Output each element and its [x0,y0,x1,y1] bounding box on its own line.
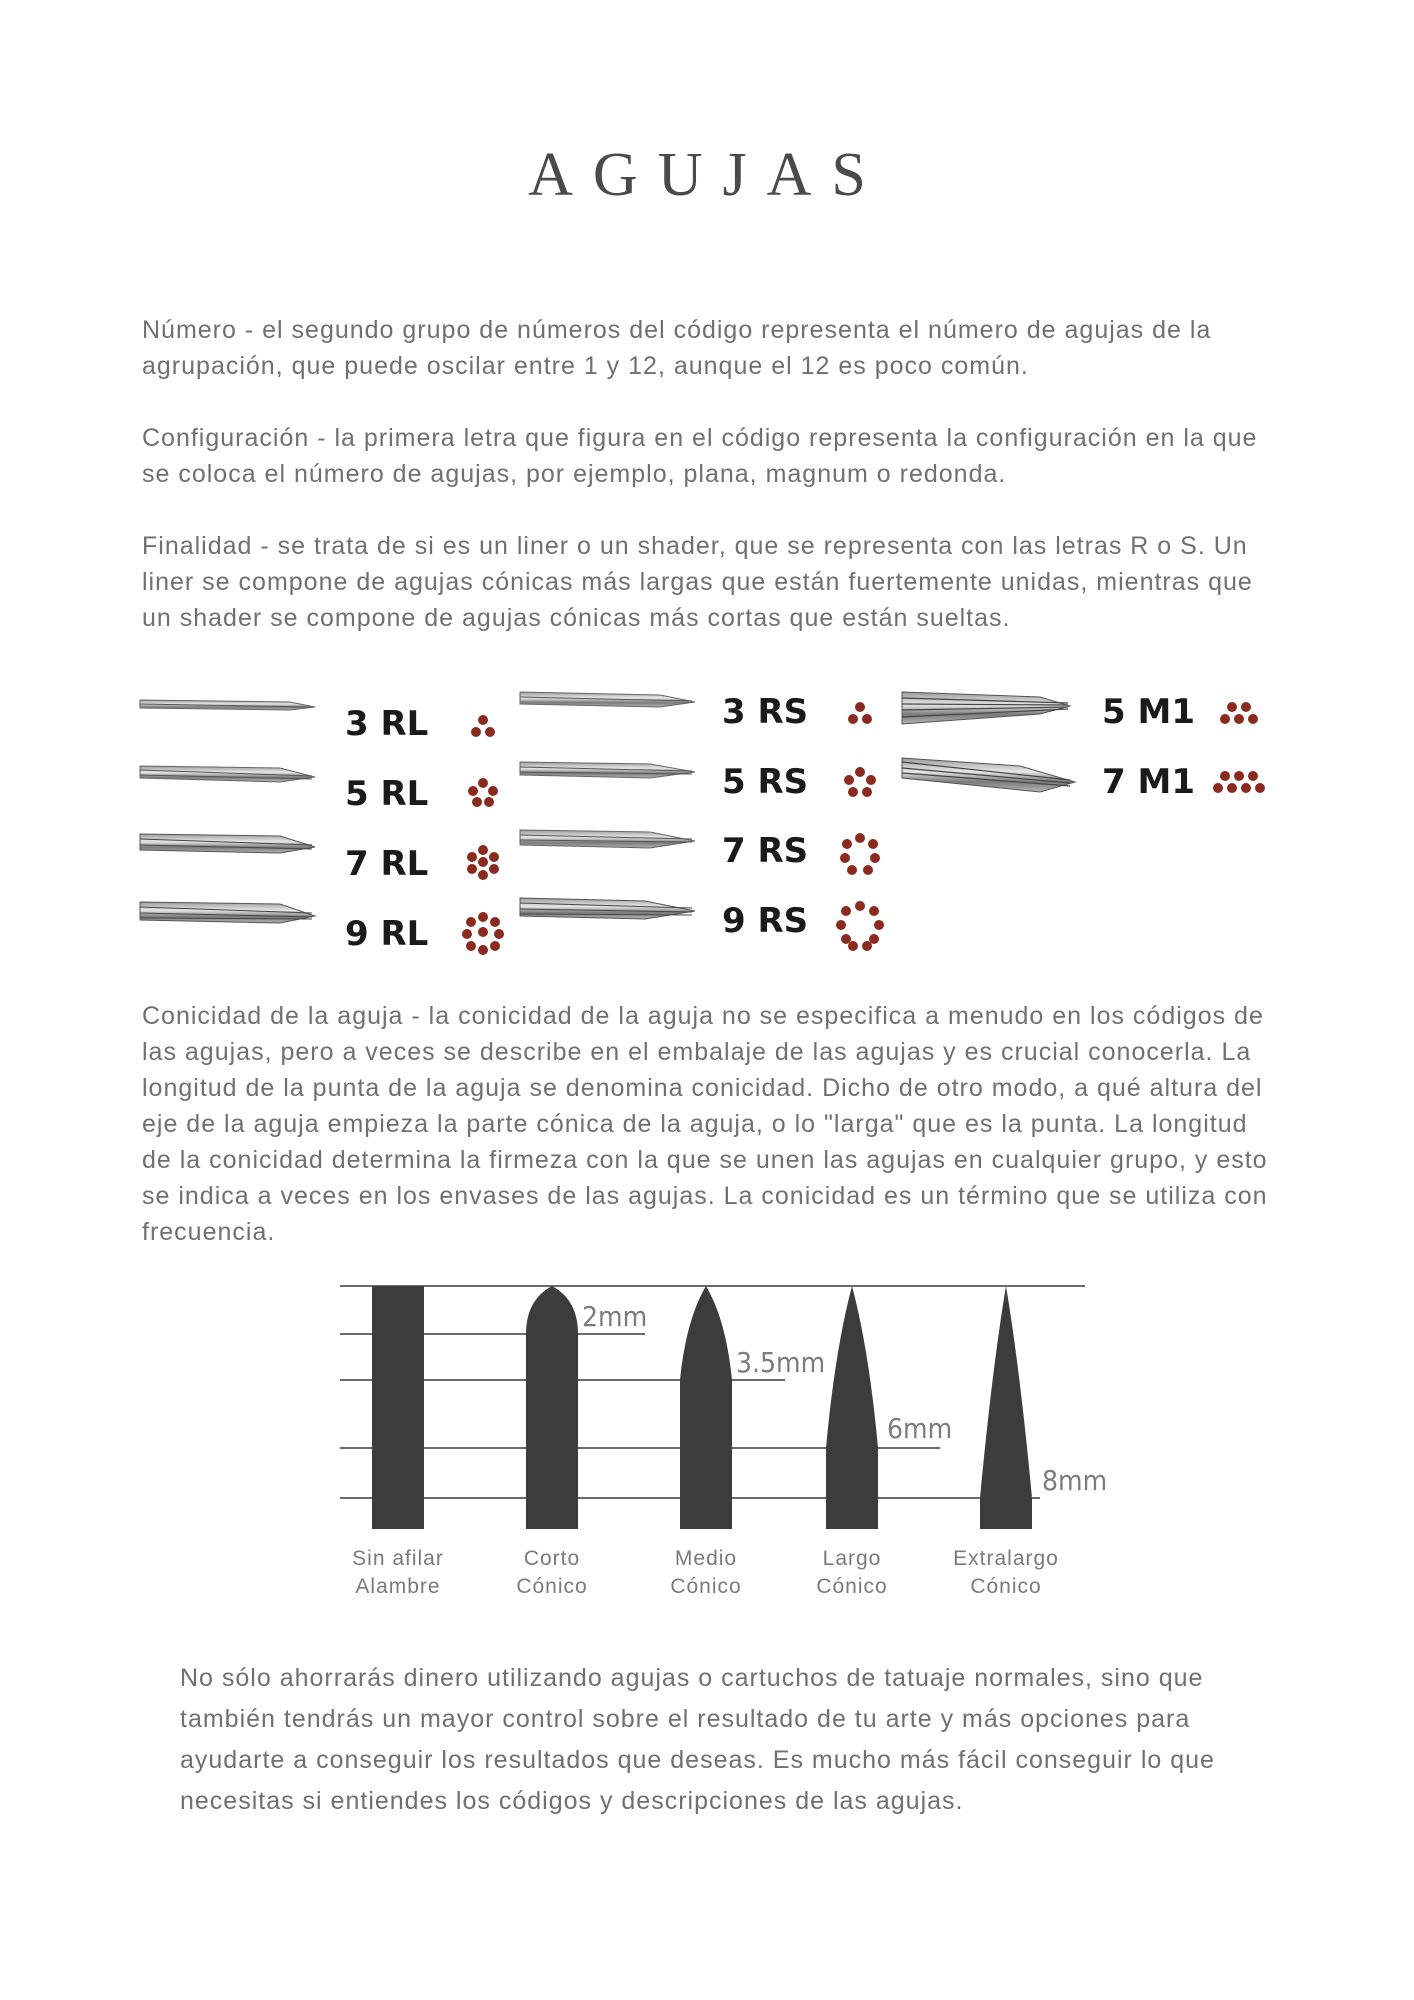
taper-label-3-line2: Cónico [670,1575,742,1598]
taper-measure-8mm: 8mm [1042,1464,1108,1497]
needle-image-5m1 [902,692,1070,724]
dots-5m1 [1220,702,1258,724]
needle-image-9rs [520,898,695,919]
needle-image-3rs [520,692,695,707]
taper-measure-2mm: 2mm [582,1300,648,1333]
code-9rl: 9 RL [345,914,429,954]
code-5rs: 5 RS [722,762,809,802]
paragraph-configuracion: Configuración - la primera letra que figura en el código representa la configuración en la que se coloca el número de agujas, por ejemplo, plana, magnum o redonda. [142,424,1258,488]
taper-shape-sin-afilar [372,1286,424,1529]
paragraph-conicidad: Conicidad de la aguja - la conicidad de la aguja no se especifica a menudo en los códigos de las agujas, pero a veces se describe en el embalaje de las agujas y es crucial conocerla. La longitud de la punta de la aguja se denomina conicidad. Dicho de otro modo, a qué altura del eje de la aguja empieza la parte cónica de la aguja, o lo "larga" que es la punta. La longitud de la conicidad determina la firmeza con la que se unen las agujas en cualquier grupo, y esto se indica a veces en los envases de las agujas. La conicidad es un término que se utiliza con frecuencia. [142,1002,1268,1246]
needle-image-3rl [140,700,315,710]
taper-measure-3-5mm: 3.5mm [736,1346,826,1379]
dots-7rs [840,833,880,875]
taper-shape-medio [680,1286,732,1529]
dots-3rs [848,702,872,724]
page-title: AGUJAS [528,141,886,209]
taper-label-4-line1: Largo [822,1547,882,1570]
taper-label-4-line2: Cónico [816,1575,888,1598]
dots-7rl [467,845,499,880]
paragraph-cierre: No sólo ahorrarás dinero utilizando agujas o cartuchos de tatuaje normales, sino que también tendrás un mayor control sobre el resultado de tu arte y más opciones para ayudarte a conseguir los resultados que deseas. Es mucho más fácil conseguir lo que necesitas si entiendes los códigos y descripciones de las agujas. [180,1664,1215,1815]
taper-label-1-line1: Sin afilar [352,1547,444,1570]
needle-image-5rl [140,766,315,782]
taper-measure-6mm: 6mm [887,1412,953,1445]
needle-configurations-figure [140,680,1280,970]
taper-label-1-line2: Alambre [355,1575,441,1598]
dots-9rl [462,912,504,955]
taper-diagram [330,1280,1108,1610]
code-7m1: 7 M1 [1102,762,1195,802]
paragraph-numero: Número - el segundo grupo de números del código representa el número de agujas de la agrupación, que puede oscilar entre 1 y 12, aunque el 12 es poco común. [142,316,1212,380]
taper-label-5-line2: Cónico [970,1575,1042,1598]
paragraph-finalidad: Finalidad - se trata de si es un liner o un shader, que se representa con las letras R o S. Un liner se compone de agujas cónicas más largas que están fuertemente unidas, mientras que un shader se compone de agujas cónicas más cortas que están sueltas. [142,532,1253,632]
code-9rs: 9 RS [722,901,809,941]
code-7rs: 7 RS [722,831,809,871]
taper-label-5-line1: Extralargo [953,1547,1059,1570]
needle-image-7m1 [902,758,1075,792]
code-3rl: 3 RL [345,704,429,744]
code-3rs: 3 RS [722,692,809,732]
taper-label-2-line1: Corto [523,1547,581,1570]
dots-5rs [844,767,876,797]
needle-image-7rs [520,830,695,848]
taper-shape-extralargo [980,1286,1032,1529]
code-5m1: 5 M1 [1102,692,1195,732]
dots-5rl [468,778,498,807]
needle-image-7rl [140,834,315,853]
dots-9rs [836,901,884,951]
taper-label-2-line2: Cónico [516,1575,588,1598]
code-7rl: 7 RL [345,844,429,884]
dots-7m1 [1213,771,1265,793]
needle-image-9rl [140,902,315,923]
code-5rl: 5 RL [345,774,429,814]
taper-shape-corto [526,1286,578,1529]
taper-label-3-line1: Medio [674,1547,738,1570]
dots-3rl [471,715,495,737]
taper-shape-largo [826,1286,878,1529]
needle-image-5rs [520,762,695,778]
